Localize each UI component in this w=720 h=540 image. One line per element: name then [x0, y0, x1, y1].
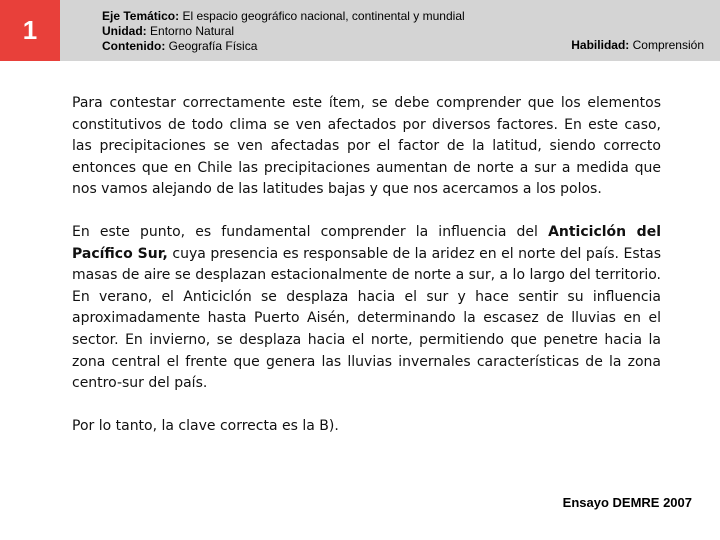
eje-row [102, 9, 465, 24]
habilidad-label: Habilidad: [571, 38, 630, 52]
slide-number-badge [0, 0, 60, 61]
paragraph-2-rest: cuya presencia es responsable de la aridez en el norte del país. Estas masas de aire se desplazan estacionalmente de norte a sur, a lo largo del territorio. En verano, el Anticiclón se desplaza hacia el sur y hace sentir su influencia aproximadamente hasta Puerto Aisén, determinando la escasez de lluvias en el sector. En invierno, se desplaza hacia el norte, permitiendo que penetre hacia la zona central el frente que genera las lluvias invernales características de la zona centro-sur del país. [72, 245, 661, 392]
slide-number: 1 [22, 15, 38, 45]
paragraph-2 [72, 222, 661, 395]
paragraph-3: Por lo tanto, la clave correcta es la B). [72, 417, 339, 434]
habilidad-value: Comprensión [632, 38, 704, 52]
anticiclon-term: Anticiclón del Pacífico Sur, [72, 223, 661, 262]
eje-value: El espacio geográfico nacional, continental y mundial [182, 9, 465, 23]
unidad-row [102, 24, 465, 39]
paragraph-1: Para contestar correctamente este ítem, se debe comprender que los elementos constitutivos de todo clima se ven afectados por diversos factores. En este caso, las precipitaciones se ven afectadas por el factor de la latitud, siendo correcto entonces que en Chile las precipitaciones aumentan de norte a sur a medida que nos vamos alejando de las latitudes bajas y que nos acercamos a los polos. [72, 95, 661, 198]
header-bar [0, 0, 720, 61]
habilidad-row [571, 38, 704, 52]
unidad-label: Unidad: [102, 24, 147, 38]
paragraph-2-intro: En este punto, es fundamental comprender la influencia del [72, 223, 549, 240]
topic-metadata [102, 9, 465, 54]
unidad-value: Entorno Natural [150, 24, 235, 38]
contenido-value: Geografía Física [168, 39, 258, 53]
eje-label: Eje Temático: [102, 9, 180, 23]
explanation-body [72, 93, 661, 458]
contenido-row [102, 39, 465, 54]
source-credit: Ensayo DEMRE 2007 [562, 495, 692, 510]
contenido-label: Contenido: [102, 39, 166, 53]
